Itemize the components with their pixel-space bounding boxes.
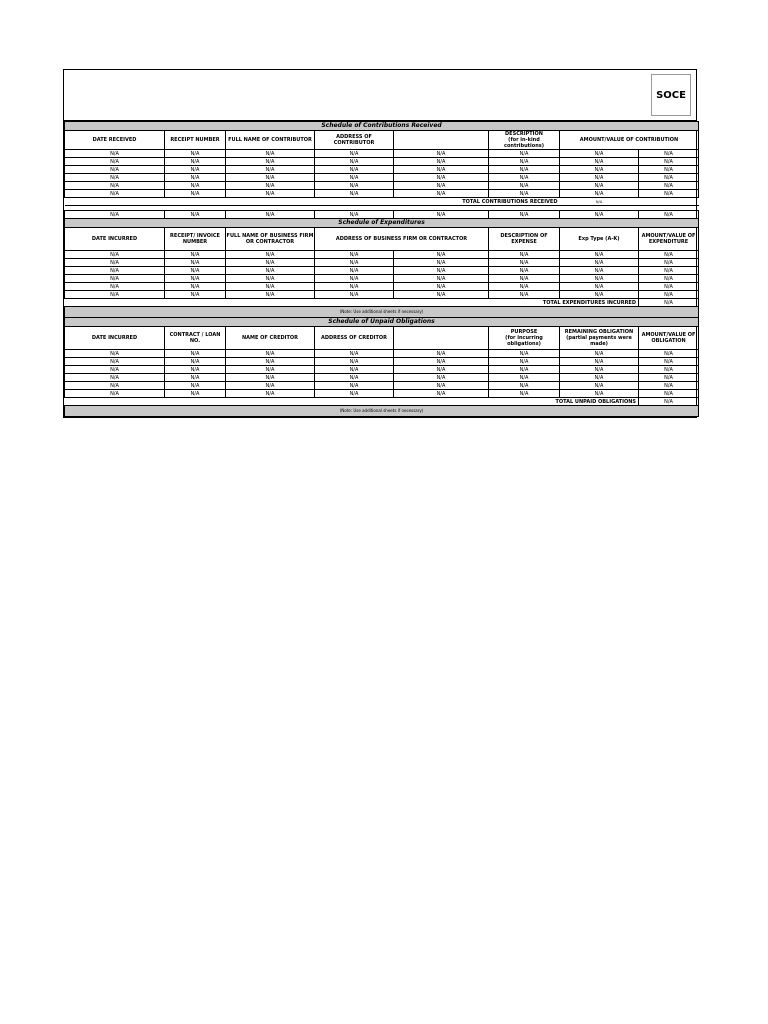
table-cell: N/A xyxy=(560,366,639,374)
table-cell: N/A xyxy=(489,182,560,190)
table-cell: N/A xyxy=(65,366,165,374)
col-receipt-number: RECEIPT NUMBER xyxy=(165,131,226,150)
table-cell: N/A xyxy=(65,166,165,174)
form-table xyxy=(64,121,699,417)
table-cell: N/A xyxy=(315,166,394,174)
table-row xyxy=(65,182,699,190)
table-row xyxy=(65,374,699,382)
col-remaining-obligation: REMAINING OBLIGATION (partial payments were made) xyxy=(560,327,639,350)
table-cell: N/A xyxy=(560,358,639,366)
obligations-rows xyxy=(65,350,699,398)
col-obligation-amount: AMOUNT/VALUE OF OBLIGATION xyxy=(639,327,699,350)
table-cell: N/A xyxy=(165,150,226,158)
table-cell: N/A xyxy=(226,190,315,198)
table-cell: N/A xyxy=(165,267,226,275)
table-cell: N/A xyxy=(315,158,394,166)
col-contributor-name: FULL NAME OF CONTRIBUTOR xyxy=(226,131,315,150)
table-cell: N/A xyxy=(394,166,489,174)
soce-form xyxy=(63,69,697,418)
table-cell: N/A xyxy=(560,166,639,174)
table-cell: N/A xyxy=(226,374,315,382)
table-cell: N/A xyxy=(165,190,226,198)
table-cell: N/A xyxy=(639,166,699,174)
col-obl-date-incurred: DATE INCURRED xyxy=(65,327,165,350)
table-cell: N/A xyxy=(560,382,639,390)
table-cell: N/A xyxy=(165,174,226,182)
table-cell: N/A xyxy=(639,182,699,190)
table-cell: N/A xyxy=(489,166,560,174)
table-cell: N/A xyxy=(65,267,165,275)
table-cell: N/A xyxy=(394,174,489,182)
table-cell: N/A xyxy=(165,283,226,291)
table-cell: N/A xyxy=(226,390,315,398)
table-cell: N/A xyxy=(560,291,639,299)
table-cell: N/A xyxy=(489,275,560,283)
col-expenditure-amount: AMOUNT/VALUE OF EXPENDITURE xyxy=(639,228,699,251)
table-cell: N/A xyxy=(560,390,639,398)
table-cell: N/A xyxy=(65,259,165,267)
col-business-name: FULL NAME OF BUSINESS FIRM OR CONTRACTOR xyxy=(226,228,315,251)
table-cell: N/A xyxy=(489,291,560,299)
table-cell: N/A xyxy=(226,174,315,182)
table-cell: N/A xyxy=(489,366,560,374)
table-cell: N/A xyxy=(65,382,165,390)
col-creditor-address: ADDRESS OF CREDITOR xyxy=(315,327,394,350)
col-date-received: DATE RECEIVED xyxy=(65,131,165,150)
table-cell: N/A xyxy=(226,358,315,366)
table-cell: N/A xyxy=(394,275,489,283)
col-date-incurred: DATE INCURRED xyxy=(65,228,165,251)
obligations-total-label: TOTAL UNPAID OBLIGATIONS xyxy=(65,398,639,406)
table-cell: N/A xyxy=(65,174,165,182)
table-cell: N/A xyxy=(226,166,315,174)
table-cell: N/A xyxy=(489,259,560,267)
table-cell: N/A xyxy=(165,366,226,374)
table-cell: N/A xyxy=(560,374,639,382)
table-cell: N/A xyxy=(489,158,560,166)
table-cell: N/A xyxy=(639,158,699,166)
table-cell: N/A xyxy=(394,291,489,299)
col-contract-loan-no: CONTRACT / LOAN NO. xyxy=(165,327,226,350)
table-cell: N/A xyxy=(165,358,226,366)
table-cell: N/A xyxy=(315,350,394,358)
col-invoice-number: RECEIPT/ INVOICE NUMBER xyxy=(165,228,226,251)
table-cell: N/A xyxy=(226,251,315,259)
table-cell: N/A xyxy=(226,158,315,166)
contributions-rows xyxy=(65,150,699,198)
table-cell: N/A xyxy=(639,291,699,299)
table-cell: N/A xyxy=(639,350,699,358)
table-cell: N/A xyxy=(560,251,639,259)
form-header xyxy=(64,70,696,121)
table-cell: N/A xyxy=(315,390,394,398)
table-cell: N/A xyxy=(226,267,315,275)
table-cell: N/A xyxy=(489,382,560,390)
table-cell: N/A xyxy=(165,251,226,259)
table-cell: N/A xyxy=(165,275,226,283)
contributions-total-label: TOTAL CONTRIBUTIONS RECEIVED xyxy=(65,198,560,206)
table-cell: N/A xyxy=(315,382,394,390)
table-cell: N/A xyxy=(315,366,394,374)
table-cell: N/A xyxy=(560,350,639,358)
table-cell: N/A xyxy=(165,350,226,358)
table-cell: N/A xyxy=(65,350,165,358)
table-cell: N/A xyxy=(639,251,699,259)
table-cell: N/A xyxy=(394,283,489,291)
table-cell: N/A xyxy=(489,283,560,291)
table-cell: N/A xyxy=(489,150,560,158)
table-cell: N/A xyxy=(315,150,394,158)
table-cell: N/A xyxy=(165,382,226,390)
table-cell: N/A xyxy=(489,251,560,259)
col-expense-description: DESCRIPTION OF EXPENSE xyxy=(489,228,560,251)
table-cell: N/A xyxy=(489,358,560,366)
obligations-total-row xyxy=(65,398,699,406)
col-creditor-name: NAME OF CREDITOR xyxy=(226,327,315,350)
col-contribution-amount: AMOUNT/VALUE OF CONTRIBUTION xyxy=(560,131,699,150)
col-description: DESCRIPTION (for in-kind contributions) xyxy=(489,131,560,150)
table-cell: N/A xyxy=(394,150,489,158)
table-cell: N/A xyxy=(165,390,226,398)
table-cell: N/A xyxy=(639,190,699,198)
table-cell: N/A xyxy=(639,259,699,267)
col-business-address: ADDRESS OF BUSINESS FIRM OR CONTRACTOR xyxy=(315,228,489,251)
table-cell: N/A xyxy=(65,275,165,283)
expenditures-title: Schedule of Expenditures xyxy=(65,219,699,228)
table-cell: N/A xyxy=(165,158,226,166)
table-cell: N/A xyxy=(65,190,165,198)
table-row xyxy=(65,166,699,174)
table-cell: N/A xyxy=(560,267,639,275)
table-cell: N/A xyxy=(639,283,699,291)
table-cell: N/A xyxy=(394,358,489,366)
table-cell: N/A xyxy=(315,190,394,198)
table-cell: N/A xyxy=(639,275,699,283)
col-contributor-address: ADDRESS OF CONTRIBUTOR xyxy=(315,131,394,150)
expenditures-total-row xyxy=(65,299,699,307)
table-row xyxy=(65,358,699,366)
table-cell: N/A xyxy=(65,374,165,382)
table-cell: N/A xyxy=(226,366,315,374)
table-row xyxy=(65,150,699,158)
table-row xyxy=(65,275,699,283)
table-cell: N/A xyxy=(65,283,165,291)
table-cell: N/A xyxy=(65,358,165,366)
table-cell: N/A xyxy=(65,291,165,299)
table-cell: N/A xyxy=(394,382,489,390)
table-cell: N/A xyxy=(560,259,639,267)
table-cell: N/A xyxy=(65,251,165,259)
table-cell: N/A xyxy=(315,358,394,366)
table-cell: N/A xyxy=(226,275,315,283)
col-exp-type: Exp Type (A-K) xyxy=(560,228,639,251)
col-blank xyxy=(394,131,489,150)
contributions-title: Schedule of Contributions Received xyxy=(65,122,699,131)
table-cell: N/A xyxy=(65,158,165,166)
expenditures-total-value: N/A xyxy=(639,299,699,307)
table-cell: N/A xyxy=(489,390,560,398)
table-cell: N/A xyxy=(315,275,394,283)
obligations-header-row xyxy=(65,327,699,350)
table-cell: N/A xyxy=(489,267,560,275)
table-cell: N/A xyxy=(560,174,639,182)
table-row xyxy=(65,283,699,291)
table-cell: N/A xyxy=(315,259,394,267)
table-row xyxy=(65,382,699,390)
table-cell: N/A xyxy=(315,267,394,275)
table-cell: N/A xyxy=(394,390,489,398)
table-cell: N/A xyxy=(394,267,489,275)
table-cell: N/A xyxy=(226,283,315,291)
table-cell: N/A xyxy=(226,291,315,299)
table-cell: N/A xyxy=(165,291,226,299)
col-obl-blank xyxy=(394,327,489,350)
table-cell: N/A xyxy=(394,259,489,267)
table-cell: N/A xyxy=(394,158,489,166)
contributions-total-row xyxy=(65,198,699,206)
contributions-total-value: N/A xyxy=(560,198,639,206)
table-cell: N/A xyxy=(65,150,165,158)
table-cell: N/A xyxy=(226,182,315,190)
table-cell: N/A xyxy=(639,374,699,382)
table-cell: N/A xyxy=(560,190,639,198)
table-cell: N/A xyxy=(639,366,699,374)
soce-badge: SOCE xyxy=(651,74,691,116)
table-cell: N/A xyxy=(315,182,394,190)
table-cell: N/A xyxy=(394,251,489,259)
table-cell: N/A xyxy=(639,382,699,390)
obligations-note: (Note: Use additional sheets if necessary) xyxy=(65,406,699,417)
table-cell: N/A xyxy=(394,182,489,190)
obligations-title: Schedule of Unpaid Obligations xyxy=(65,318,699,327)
table-cell: N/A xyxy=(394,350,489,358)
table-cell: N/A xyxy=(315,174,394,182)
table-cell: N/A xyxy=(489,174,560,182)
table-row xyxy=(65,350,699,358)
table-cell: N/A xyxy=(315,251,394,259)
table-row xyxy=(65,190,699,198)
table-cell: N/A xyxy=(394,366,489,374)
contributions-extra-row: N/A N/A N/A N/A N/A N/A N/A N/A xyxy=(65,211,699,219)
table-cell: N/A xyxy=(560,275,639,283)
table-row xyxy=(65,390,699,398)
table-cell: N/A xyxy=(315,374,394,382)
table-cell: N/A xyxy=(226,382,315,390)
table-cell: N/A xyxy=(560,158,639,166)
table-cell: N/A xyxy=(226,350,315,358)
table-cell: N/A xyxy=(489,374,560,382)
table-cell: N/A xyxy=(489,350,560,358)
obligations-total-value: N/A xyxy=(639,398,699,406)
table-cell: N/A xyxy=(165,166,226,174)
table-cell: N/A xyxy=(639,390,699,398)
table-cell: N/A xyxy=(639,267,699,275)
table-cell: N/A xyxy=(560,283,639,291)
table-row xyxy=(65,366,699,374)
table-cell: N/A xyxy=(489,190,560,198)
table-cell: N/A xyxy=(560,182,639,190)
table-cell: N/A xyxy=(165,374,226,382)
table-cell: N/A xyxy=(394,374,489,382)
table-row xyxy=(65,158,699,166)
table-row xyxy=(65,174,699,182)
table-row xyxy=(65,251,699,259)
expenditures-total-label: TOTAL EXPENDITURES INCURRED xyxy=(65,299,639,307)
table-cell: N/A xyxy=(315,291,394,299)
table-row xyxy=(65,267,699,275)
table-row xyxy=(65,291,699,299)
table-cell: N/A xyxy=(65,390,165,398)
table-cell: N/A xyxy=(560,150,639,158)
table-cell: N/A xyxy=(639,174,699,182)
table-cell: N/A xyxy=(639,150,699,158)
table-cell: N/A xyxy=(165,259,226,267)
table-cell: N/A xyxy=(165,182,226,190)
table-cell: N/A xyxy=(226,150,315,158)
table-cell: N/A xyxy=(226,259,315,267)
contributions-header-row xyxy=(65,131,699,150)
expenditures-note: (Note: Use additional sheets if necessary) xyxy=(65,307,699,318)
table-row xyxy=(65,259,699,267)
table-cell: N/A xyxy=(65,182,165,190)
table-cell: N/A xyxy=(639,358,699,366)
table-cell: N/A xyxy=(394,190,489,198)
table-cell: N/A xyxy=(315,283,394,291)
expenditures-header-row xyxy=(65,228,699,251)
expenditures-rows xyxy=(65,251,699,299)
col-purpose: PURPOSE (for incurring obligations) xyxy=(489,327,560,350)
